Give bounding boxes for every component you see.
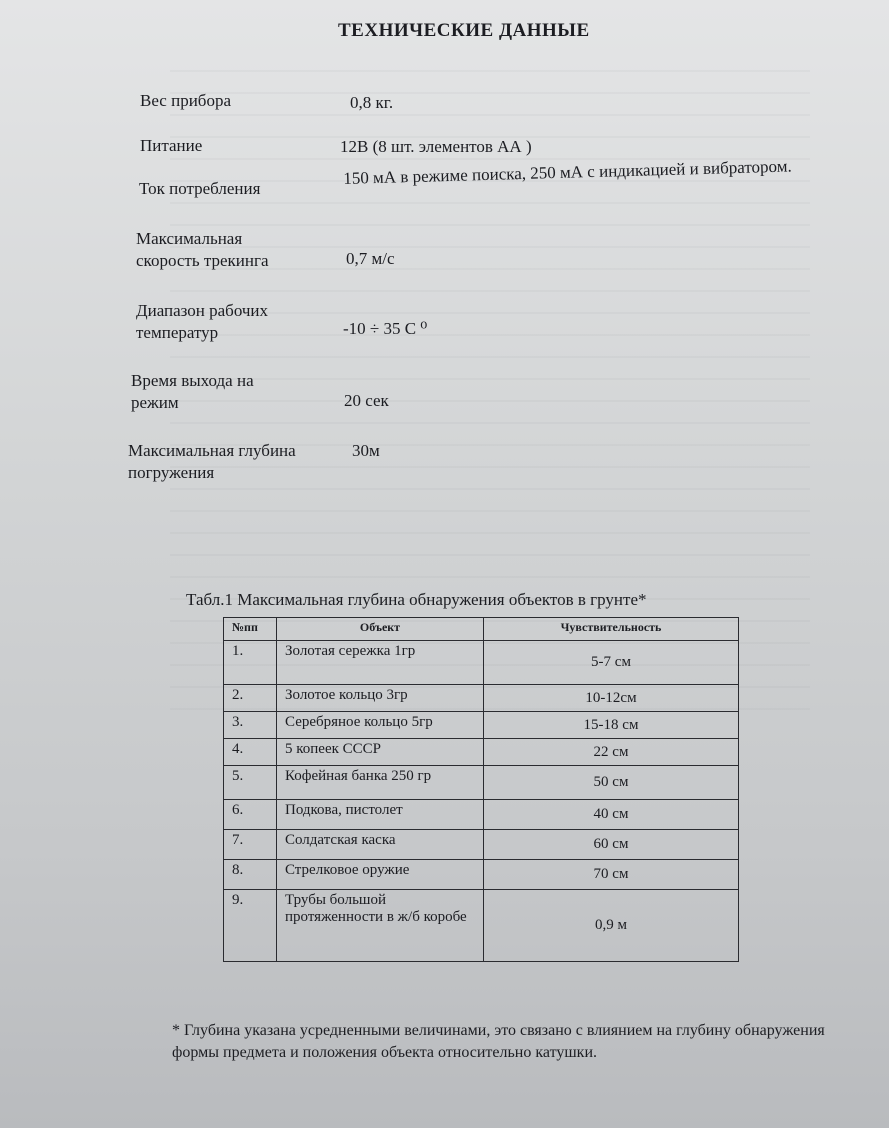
cell-object: Стрелковое оружие [277,860,484,890]
spec-label-warmup: Время выхода на режим [131,371,254,412]
detection-depth-table [223,617,739,962]
table-row [224,641,739,685]
cell-number: 2. [224,685,277,712]
table-row [224,766,739,800]
cell-object: Подкова, пистолет [277,800,484,830]
cell-number: 4. [224,739,277,766]
column-header-number: №пп [224,618,277,641]
cell-sensitivity: 0,9 м [484,890,739,962]
spec-label-depth: Максимальная глубина погружения [128,441,296,482]
spec-value-temperature: -10 ÷ 35 С ⁰ [343,319,428,338]
table-header-row [224,618,739,641]
cell-number: 5. [224,766,277,800]
cell-number: 1. [224,641,277,685]
cell-object: Солдатская каска [277,830,484,860]
spec-value-current: 150 мА в режиме поиска, 250 мА с индикацией и вибратором. [343,156,792,188]
spec-value-weight: 0,8 кг. [350,93,394,112]
spec-label-tracking-speed: Максимальная скорость трекинга [136,229,269,270]
cell-sensitivity: 70 см [484,860,739,890]
cell-object: Золотая сережка 1гр [277,641,484,685]
cell-number: 9. [224,890,277,962]
column-header-object: Объект [277,618,484,641]
table-row [224,800,739,830]
cell-sensitivity: 40 см [484,800,739,830]
cell-number: 3. [224,712,277,739]
cell-object: Золотое кольцо 3гр [277,685,484,712]
spec-label-power: Питание [140,136,203,155]
cell-sensitivity: 5-7 см [484,641,739,685]
spec-value-warmup: 20 сек [344,391,389,410]
table-row [224,830,739,860]
table-row [224,685,739,712]
spec-label-current: Ток потребления [139,179,261,198]
cell-number: 8. [224,860,277,890]
footnote: * Глубина указана усредненными величинами, это связано с влиянием на глубину обнаружения формы предмета и положения объекта относительно катушки. [172,1022,825,1061]
cell-sensitivity: 15-18 см [484,712,739,739]
table-row [224,712,739,739]
cell-sensitivity: 60 см [484,830,739,860]
spec-value-depth: 30м [352,441,380,460]
cell-sensitivity: 22 см [484,739,739,766]
spec-value-tracking-speed: 0,7 м/с [346,249,395,268]
table-caption: Табл.1 Максимальная глубина обнаружения объектов в грунте* [186,590,647,609]
table-row [224,860,739,890]
table-row [224,739,739,766]
page-title: ТЕХНИЧЕСКИЕ ДАННЫЕ [338,20,590,41]
column-header-sensitivity: Чувствительность [484,618,739,641]
spec-label-weight: Вес прибора [140,91,231,110]
cell-number: 6. [224,800,277,830]
cell-sensitivity: 10-12см [484,685,739,712]
cell-number: 7. [224,830,277,860]
cell-object: Кофейная банка 250 гр [277,766,484,800]
cell-object: 5 копеек СССР [277,739,484,766]
table-row [224,890,739,962]
cell-sensitivity: 50 см [484,766,739,800]
spec-value-power: 12В (8 шт. элементов АА ) [340,137,532,156]
cell-object: Серебряное кольцо 5гр [277,712,484,739]
cell-object: Трубы большой протяженности в ж/б коробе [277,890,484,962]
spec-label-temperature: Диапазон рабочих температур [136,301,269,342]
